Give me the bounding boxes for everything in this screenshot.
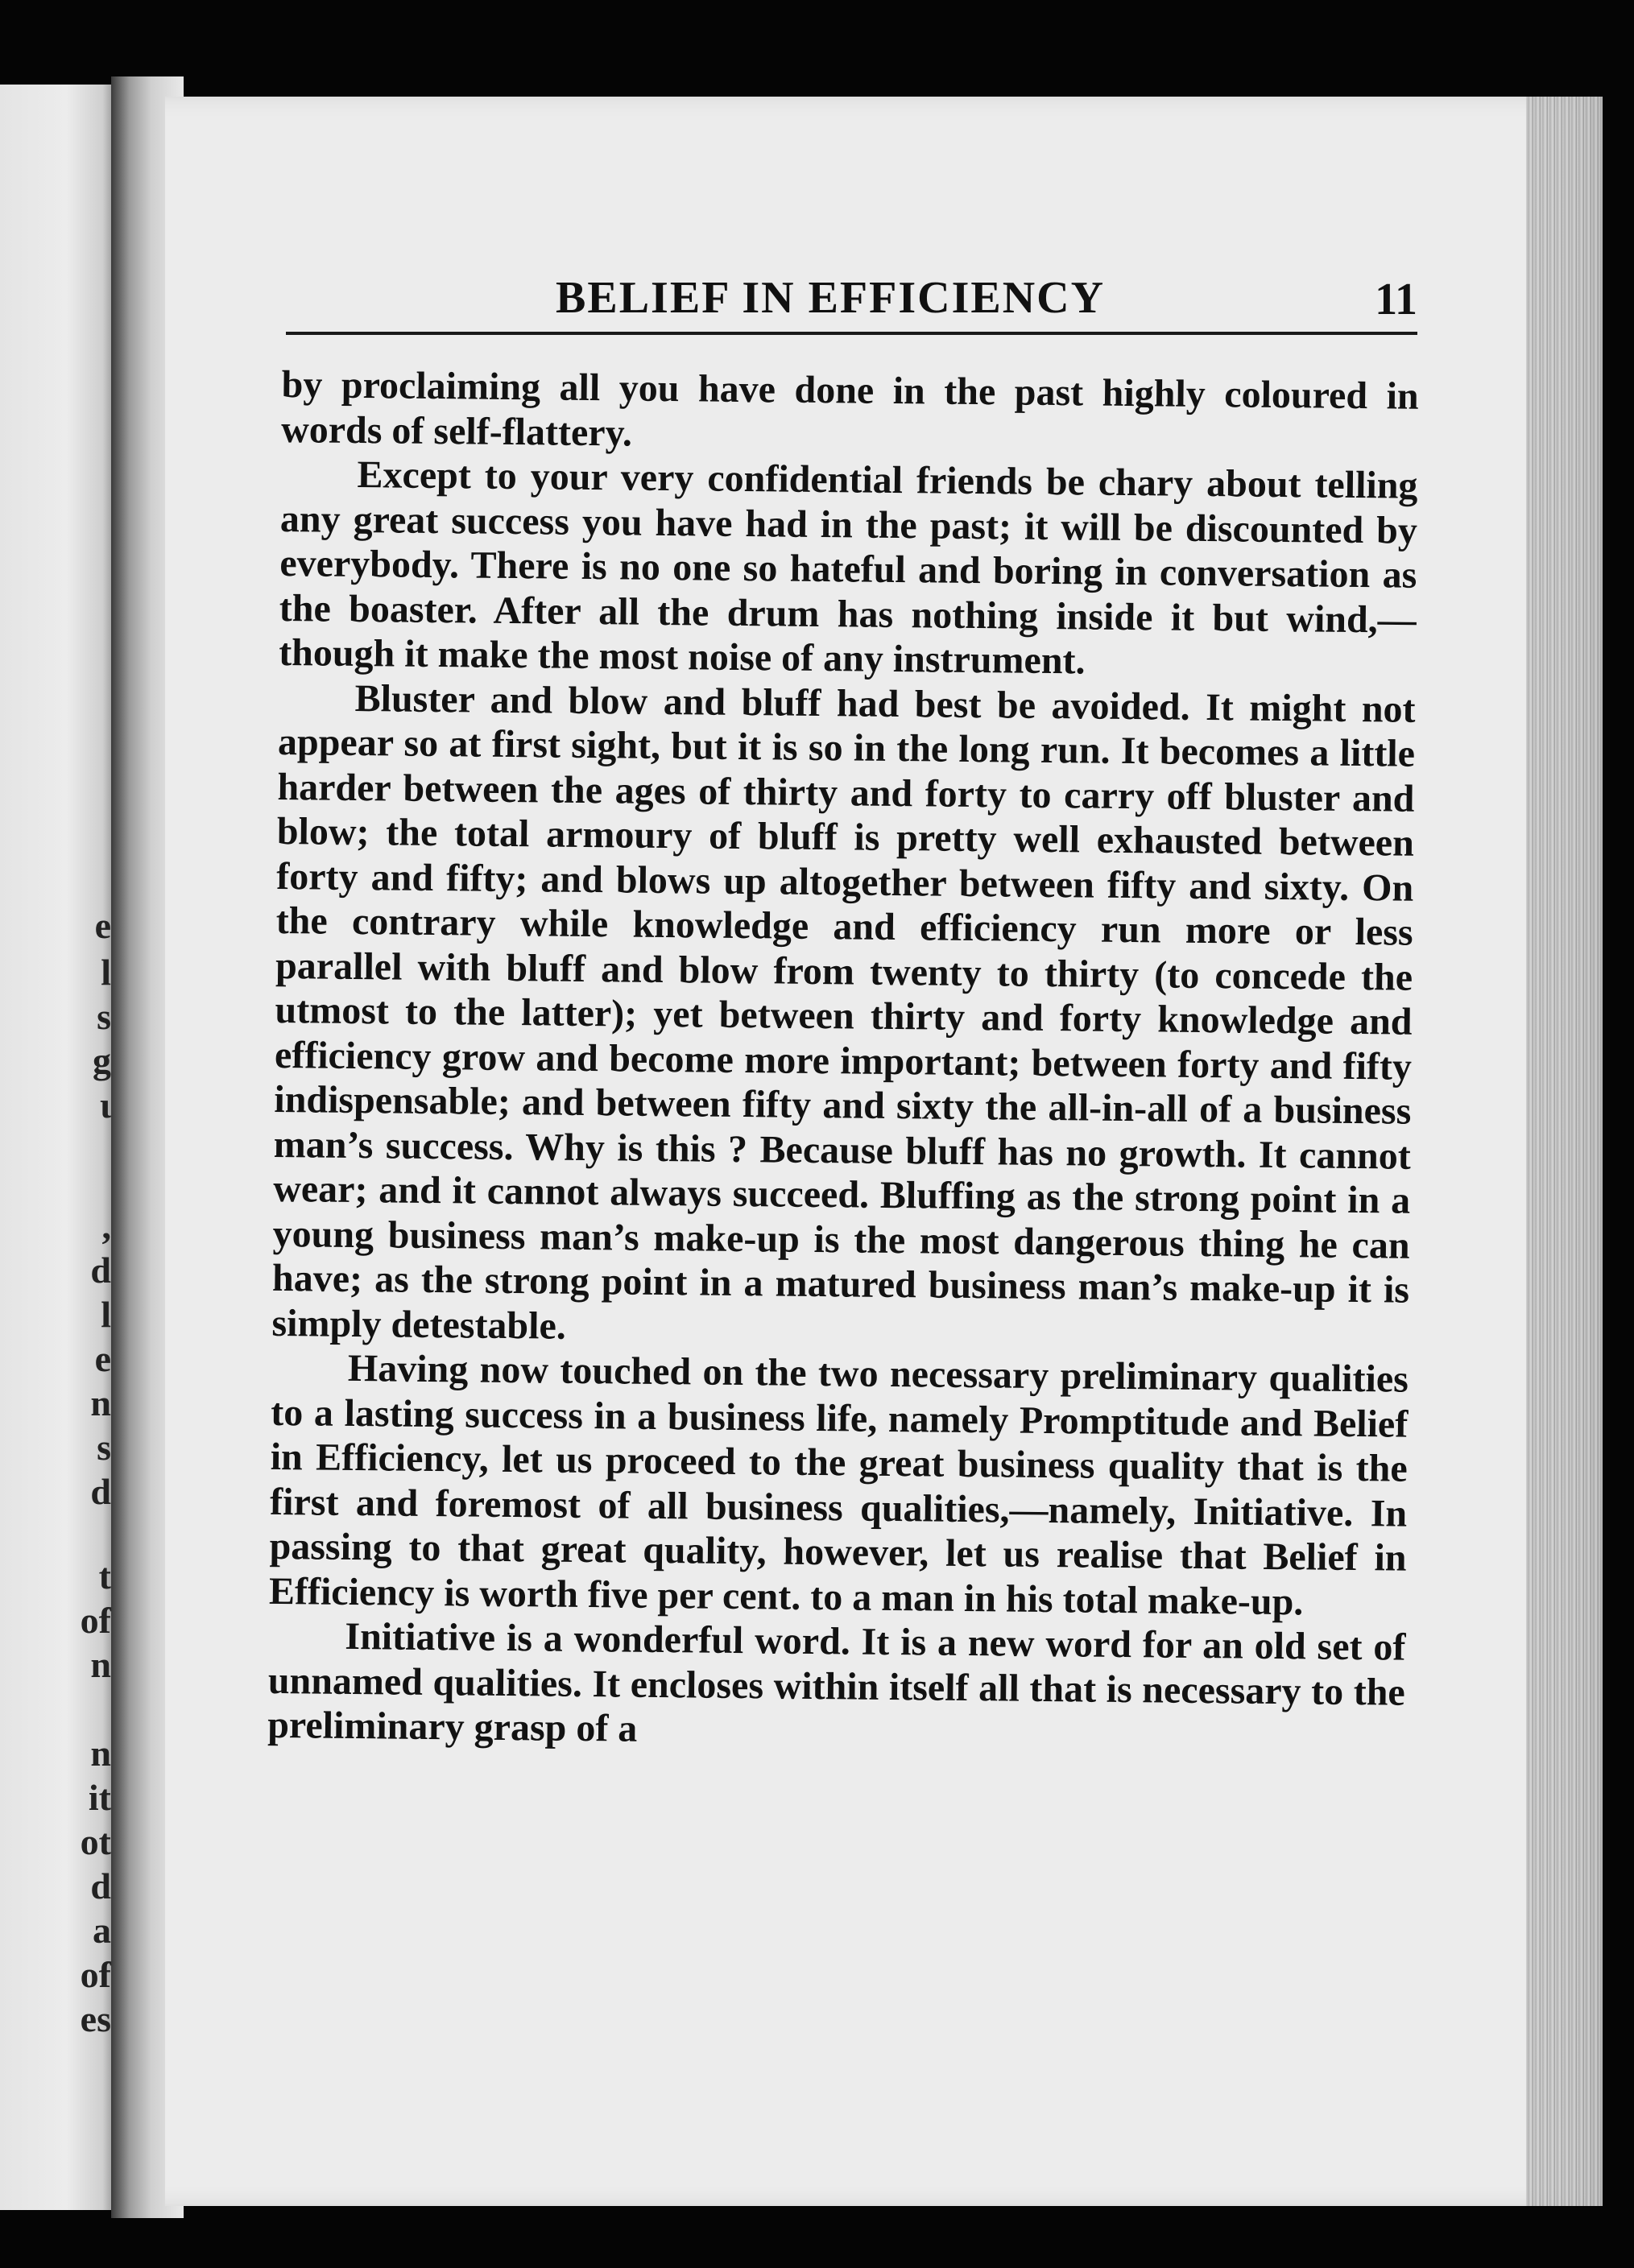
facing-page-fragment: es <box>80 1998 111 2039</box>
paragraph: by proclaiming all you have done in the past highly coloured in words of self-flattery. <box>280 362 1419 455</box>
facing-page-fragment: n <box>90 1733 111 1774</box>
facing-page-fragment: n <box>90 1382 111 1423</box>
facing-page-fragment: d <box>90 1250 111 1291</box>
facing-page-fragment: g <box>93 1040 111 1081</box>
facing-page-fragment: d <box>90 1471 111 1512</box>
facing-page-fragment: of <box>80 1954 111 1995</box>
page-edge <box>1526 97 1603 2206</box>
facing-page-fragment: a <box>93 1910 111 1951</box>
facing-page <box>0 85 121 2210</box>
facing-page-fragment: of <box>80 1600 111 1641</box>
facing-page-fragment: ot <box>80 1821 111 1862</box>
running-header <box>286 272 1417 337</box>
facing-page-fragment: n <box>90 1644 111 1685</box>
facing-page-fragment: d <box>90 1865 111 1907</box>
paragraph: Bluster and blow and bluff had best be avoided. It might not appear so at first sight, but it is so in the long run. It becomes a little harder between the ages of thirty and forty to carry off bluster and blow; the total armoury of bluff is pretty well exhausted between forty and fifty; and blows up altogether between fifty and sixty. On the contrary while knowledge and efficiency run more or less parallel with bluff and blow from twenty to thirty (to concede the utmost to the latter); yet between thirty and forty knowledge and efficiency grow and become more important; between forty and fifty indispensable; and between fifty and sixty the all-in-all of a business man’s success. Why is this ? Because bluff has no growth. It cannot wear; and it cannot always succeed. Bluffing as the strong point in a young business man’s make-up is the most dangerous thing he can have; as the strong point in a matured business man’s make-up it is simply detestable. <box>271 676 1416 1348</box>
body-text <box>267 362 1419 1759</box>
facing-page-fragment: l <box>101 952 111 993</box>
facing-page-fragment: l <box>101 1294 111 1335</box>
facing-page-fragment: it <box>88 1777 111 1818</box>
paragraph: Except to your very confidential friends be chary about telling any great success you have had in the past; it will be discounted by everybody. There is no one so hateful and boring in conversation as the boaster. After all the drum has nothing inside it but wind,—though it make the most noise of any instrument. <box>278 452 1418 683</box>
facing-page-fragment: ι <box>99 1084 111 1126</box>
paragraph: Having now touched on the two necessary preliminary qualities to a lasting success in a business life, namely Promptitude and Belief in Efficiency, let us proceed to the great business quality that is the first and foremost of all business qualities,—namely, Initiative. In passing to that great quality, however, let us realise that Belief in Efficiency is worth five per cent. to a man in his total make-up. <box>268 1346 1409 1623</box>
running-title: BELIEF IN EFFICIENCY <box>556 273 1106 323</box>
facing-page-fragment: e <box>94 905 111 946</box>
facing-page-fragment: e <box>94 1338 111 1379</box>
facing-page-fragment: s <box>97 1427 111 1468</box>
paragraph: Initiative is a wonderful word. It is a new word for an old set of unnamed qualities. It encloses within itself all that is necessary to the preliminary grasp of a <box>267 1614 1406 1750</box>
facing-page-fragment: s <box>97 996 111 1037</box>
facing-page-fragment: t <box>98 1555 111 1597</box>
facing-page-fragments <box>0 85 121 2210</box>
page-number: 11 <box>1375 275 1417 324</box>
facing-page-fragment: , <box>101 1205 111 1246</box>
header-rule <box>286 332 1417 335</box>
